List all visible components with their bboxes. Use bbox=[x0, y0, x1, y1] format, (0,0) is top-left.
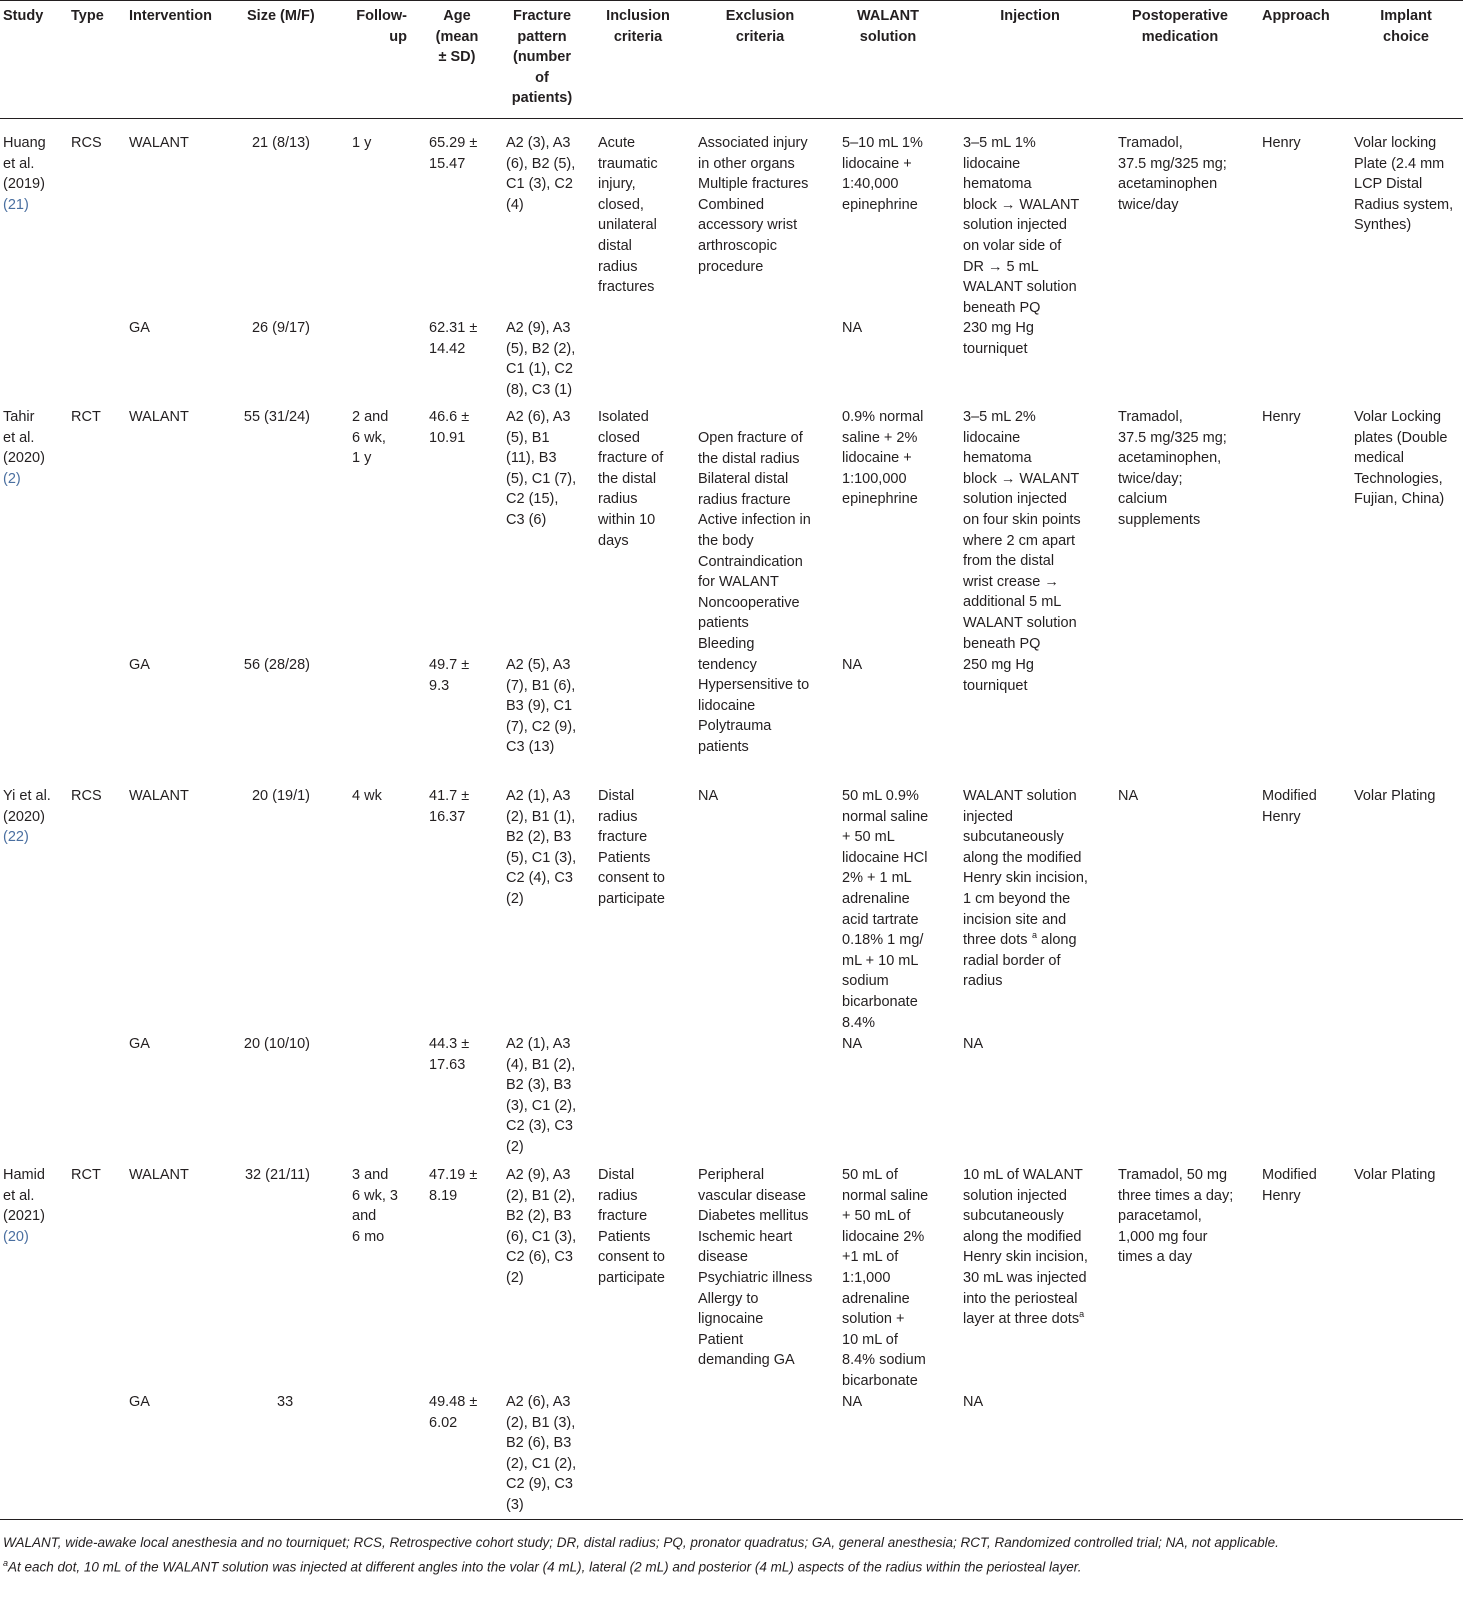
arm-size: 56 (28/28) bbox=[243, 657, 310, 673]
arm-age: 65.29 ± 15.47 bbox=[429, 135, 478, 172]
arm-fracture: A2 (9), A3 (2), B1 (2), B2 (2), B3 (6), C1 (3), C2 (6), C3 (2) bbox=[506, 1167, 577, 1286]
header-bottom-rule bbox=[0, 118, 1463, 119]
study-exclusion: Open fracture of the distal radius Bilateral distal radius fracture Active infection in the body Contraindication for WALANT Noncooperative patients Bleeding tendency Hypersensitive to lidocaine Polytrauma patients bbox=[698, 430, 811, 755]
study-cell bbox=[3, 786, 51, 848]
injection-text: WALANT solution injected subcutaneously along the modified Henry skin incision, 1 cm beyond the incision site and three dots radial border of radius bbox=[963, 788, 1088, 990]
study-postop: NA bbox=[1118, 788, 1139, 804]
arm-age: 46.6 ± 10.91 bbox=[429, 409, 470, 446]
footnote-a-ref: a bbox=[1079, 1309, 1085, 1320]
arm-walant-solution: 0.9% normal saline + 2% lidocaine + 1:100,000 epinephrine bbox=[842, 409, 924, 508]
arm-intervention: GA bbox=[129, 1394, 150, 1410]
study-name: Hamid et al. (2021) bbox=[3, 1167, 45, 1225]
arm-fracture: A2 (6), A3 (5), B1 (11), B3 (5), C1 (7), C2 (15), C3 (6) bbox=[506, 409, 577, 528]
arm-injection: 3–5 mL 1% lidocaine hematoma block → WALANT solution injected on volar side of DR → 5 mL WALANT solution beneath PQ bbox=[963, 135, 1080, 316]
study-approach: Henry bbox=[1262, 135, 1301, 151]
study-exclusion: NA bbox=[698, 788, 719, 804]
arm-injection bbox=[963, 1165, 1088, 1330]
arm-intervention: WALANT bbox=[129, 1167, 189, 1183]
study-type: RCS bbox=[71, 135, 102, 151]
arm-walant-solution: 50 mL of normal saline + 50 mL of lidocaine 2% +1 mL of 1:1,000 adrenaline solution + 10 mL of 8.4% sodium bicarbonate bbox=[842, 1167, 929, 1389]
study-follow-up: 3 and 6 wk, 3 and 6 mo bbox=[352, 1167, 398, 1245]
header-injection: Injection bbox=[1000, 8, 1060, 24]
arm-walant-solution: 50 mL 0.9% normal saline + 50 mL lidocaine HCl 2% + 1 mL adrenaline acid tartrate 0.18% 1 mg/ mL + 10 mL sodium bicarbonate 8.4% bbox=[842, 788, 929, 1031]
injection-text: 10 mL of WALANT solution injected subcutaneously along the modified Henry skin incision, 30 mL was injected into the periosteal layer at three dots bbox=[963, 1167, 1088, 1328]
arm-intervention: GA bbox=[129, 320, 150, 336]
arm-intervention: GA bbox=[129, 657, 150, 673]
arm-fracture: A2 (5), A3 (7), B1 (6), B3 (9), C1 (7), C2 (9), C3 (13) bbox=[506, 657, 577, 756]
header-postop: Postoperative medication bbox=[1132, 8, 1228, 45]
arm-injection: 3–5 mL 2% lidocaine hematoma block → WALANT solution injected on four skin points where 2 cm apart from the distal wrist crease → additional 5 mL WALANT solution beneath PQ bbox=[963, 409, 1081, 652]
study-cell bbox=[3, 407, 45, 489]
arm-fracture: A2 (1), A3 (2), B1 (1), B2 (2), B3 (5), C1 (3), C2 (4), C3 (2) bbox=[506, 788, 577, 907]
study-implant: Volar Plating bbox=[1354, 1167, 1436, 1183]
study-inclusion: Distal radius fracture Patients consent to participate bbox=[598, 1167, 665, 1286]
study-cell bbox=[3, 133, 46, 215]
footnote-a-text: At each dot, 10 mL of the WALANT solution was injected at different angles into the volar (4 mL), lateral (2 mL) and posterior (4 mL) aspects of the radius within the periosteal layer. bbox=[8, 1559, 1082, 1575]
arm-age: 41.7 ± 16.37 bbox=[429, 788, 470, 825]
study-ref-link[interactable]: (21) bbox=[3, 196, 29, 213]
study-cell bbox=[3, 1165, 45, 1247]
study-type: RCT bbox=[71, 1167, 101, 1183]
study-type: RCT bbox=[71, 409, 101, 425]
arm-size: 33 bbox=[277, 1394, 294, 1410]
arm-intervention: WALANT bbox=[129, 788, 189, 804]
study-ref-link[interactable]: (22) bbox=[3, 829, 29, 846]
study-name: Tahir et al. (2020) bbox=[3, 409, 45, 467]
header-inclusion: Inclusion criteria bbox=[606, 8, 670, 45]
header-intervention: Intervention bbox=[129, 8, 212, 24]
footnote-a-marker: a bbox=[3, 1558, 9, 1568]
arm-age: 49.7 ± 9.3 bbox=[429, 657, 470, 694]
arm-fracture: A2 (9), A3 (5), B2 (2), C1 (1), C2 (8), C3 (1) bbox=[506, 320, 576, 398]
study-implant: Volar locking Plate (2.4 mm LCP Distal Radius system, Synthes) bbox=[1354, 135, 1454, 234]
study-inclusion: Distal radius fracture Patients consent to participate bbox=[598, 788, 665, 907]
study-postop: Tramadol, 37.5 mg/325 mg; acetaminophen, twice/day; calcium supplements bbox=[1118, 409, 1227, 528]
arm-size: 55 (31/24) bbox=[243, 409, 310, 425]
arm-age: 44.3 ± 17.63 bbox=[429, 1036, 470, 1073]
arm-fracture: A2 (1), A3 (4), B1 (2), B2 (3), B3 (3), C1 (2), C2 (3), C3 (2) bbox=[506, 1036, 577, 1155]
header-size: Size (M/F) bbox=[247, 8, 315, 24]
study-approach: Henry bbox=[1262, 409, 1301, 425]
table-top-rule bbox=[0, 0, 1463, 1]
arm-injection: 230 mg Hg tourniquet bbox=[963, 320, 1034, 357]
study-follow-up: 2 and 6 wk, 1 y bbox=[352, 409, 389, 467]
arm-walant-solution: 5–10 mL 1% lidocaine + 1:40,000 epinephrine bbox=[842, 135, 923, 213]
study-inclusion: Isolated closed fracture of the distal radius within 10 days bbox=[598, 409, 664, 549]
study-follow-up: 4 wk bbox=[352, 788, 382, 804]
study-exclusion: Peripheral vascular disease Diabetes mellitus Ischemic heart disease Psychiatric illness Allergy to lignocaine Patient demanding GA bbox=[698, 1167, 813, 1369]
header-age: Age (mean ± SD) bbox=[435, 8, 479, 66]
arm-walant-solution: NA bbox=[842, 1394, 863, 1410]
arm-intervention: WALANT bbox=[129, 135, 189, 151]
arm-walant-solution: NA bbox=[842, 657, 863, 673]
header-follow-up: Follow- up bbox=[356, 8, 407, 45]
study-name: Yi et al. (2020) bbox=[3, 788, 51, 825]
arm-age: 47.19 ± 8.19 bbox=[429, 1167, 478, 1204]
arm-size: 21 (8/13) bbox=[251, 135, 310, 151]
arm-injection bbox=[963, 786, 1088, 992]
footnote-a-ref: $^a$ along bbox=[1032, 930, 1077, 948]
footnote-a bbox=[3, 1554, 1082, 1577]
study-exclusion: Associated injury in other organs Multiple fractures Combined accessory wrist arthroscopic procedure bbox=[698, 135, 809, 275]
arm-size: 20 (10/10) bbox=[243, 1036, 310, 1052]
arm-injection: NA bbox=[963, 1394, 984, 1410]
arm-walant-solution: NA bbox=[842, 320, 863, 336]
arm-fracture: A2 (6), A3 (2), B1 (3), B2 (6), B3 (2), C1 (2), C2 (9), C3 (3) bbox=[506, 1394, 577, 1513]
study-approach: Modified Henry bbox=[1262, 1167, 1317, 1204]
arm-injection: NA bbox=[963, 1036, 984, 1052]
arm-size: 26 (9/17) bbox=[251, 320, 310, 336]
header-study: Study bbox=[3, 8, 44, 24]
study-name: Huang et al. (2019) bbox=[3, 135, 46, 193]
study-approach: Modified Henry bbox=[1262, 788, 1317, 825]
header-type: Type bbox=[71, 8, 104, 24]
arm-intervention: WALANT bbox=[129, 409, 189, 425]
arm-injection: 250 mg Hg tourniquet bbox=[963, 657, 1034, 694]
header-approach: Approach bbox=[1262, 8, 1330, 24]
arm-size: 32 (21/11) bbox=[244, 1167, 310, 1183]
table-bottom-rule bbox=[0, 1519, 1463, 1520]
study-ref-link[interactable]: (20) bbox=[3, 1228, 29, 1245]
header-fracture: Fracture pattern (number of patients) bbox=[511, 8, 573, 107]
arm-age: 62.31 ± 14.42 bbox=[429, 320, 478, 357]
header-implant: Implant choice bbox=[1380, 8, 1432, 45]
study-postop: Tramadol, 50 mg three times a day; paracetamol, 1,000 mg four times a day bbox=[1118, 1167, 1234, 1266]
study-inclusion: Acute traumatic injury, closed, unilateral distal radius fractures bbox=[598, 135, 658, 296]
study-implant: Volar Locking plates (Double medical Technologies, Fujian, China) bbox=[1354, 409, 1448, 508]
header-exclusion: Exclusion criteria bbox=[725, 8, 795, 45]
study-implant: Volar Plating bbox=[1354, 788, 1436, 804]
arm-size: 20 (19/1) bbox=[251, 788, 310, 804]
header-walant-solution: WALANT solution bbox=[856, 8, 919, 45]
arm-fracture: A2 (3), A3 (6), B2 (5), C1 (3), C2 (4) bbox=[506, 135, 576, 213]
study-follow-up: 1 y bbox=[352, 135, 372, 151]
study-type: RCS bbox=[71, 788, 102, 804]
arm-walant-solution: NA bbox=[842, 1036, 863, 1052]
study-ref-link[interactable]: (2) bbox=[3, 470, 21, 487]
study-postop: Tramadol, 37.5 mg/325 mg; acetaminophen twice/day bbox=[1118, 135, 1227, 213]
arm-intervention: GA bbox=[129, 1036, 150, 1052]
footnote-abbreviations: WALANT, wide-awake local anesthesia and no tourniquet; RCS, Retrospective cohort study; DR, distal radius; PQ, pronator quadratus; GA, general anesthesia; RCT, Randomized controlled trial; NA, not applicable. bbox=[3, 1535, 1279, 1550]
arm-age: 49.48 ± 6.02 bbox=[429, 1394, 478, 1431]
